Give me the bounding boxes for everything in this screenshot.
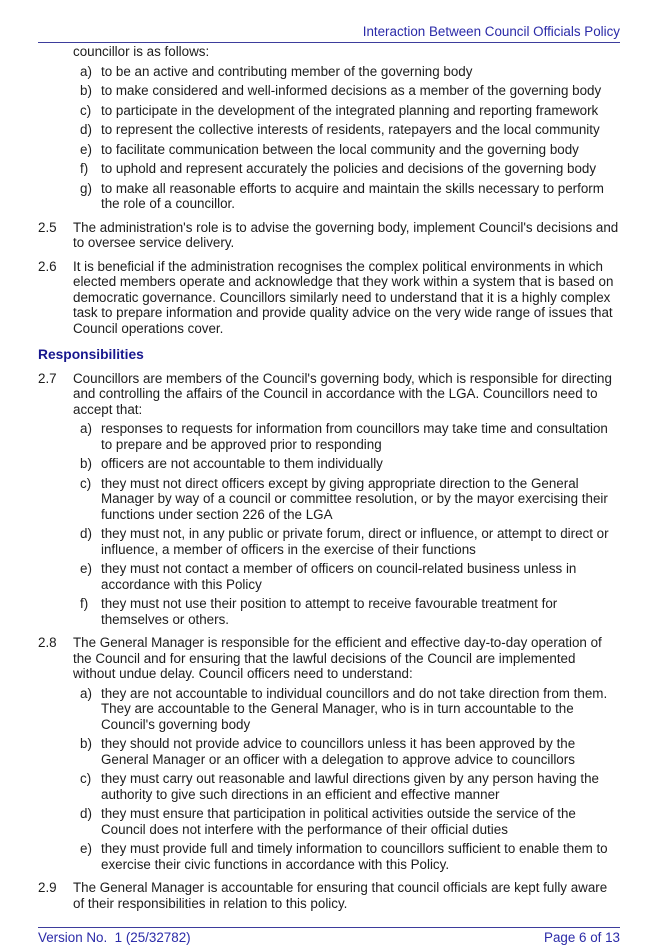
list-item [80, 103, 620, 119]
list-item-label: b) [80, 736, 92, 751]
list-item-label: c) [80, 771, 92, 786]
list-item [80, 771, 620, 802]
list-item-text: officers are not accountable to them individually [101, 456, 383, 471]
list-item-label: a) [80, 63, 92, 79]
clause-2-9 [38, 880, 620, 911]
list-item-text: they must not contact a member of officers on council-related business unless in accordance with this Policy [101, 561, 577, 592]
list-item [80, 456, 620, 472]
section-heading-responsibilities: Responsibilities [38, 347, 144, 362]
list-item-label: b) [80, 83, 92, 98]
list-item [80, 526, 620, 557]
clause-2-7 [38, 371, 620, 418]
list-item-label: b) [80, 456, 92, 471]
list-item-label: a) [80, 421, 92, 436]
list-item-text: they must ensure that participation in political activities outside the service of the Council does not interfere with the performance of their official duties [101, 806, 576, 837]
clause-text: The administration's role is to advise the governing body, implement Council's decisions and to oversee service delivery. [73, 219, 619, 250]
list-item [80, 476, 620, 523]
list-item-label: c) [80, 475, 92, 491]
clause-2-8 [38, 635, 620, 682]
list-item-label: d) [80, 122, 92, 137]
clause-text: It is beneficial if the administration recognises the complex political environments in which elected members operate and acknowledge that they work within a system that is based on democratic governance. Councillors similarly need to understand that it is a highly complex task to prepare information and provide quality advice on the very wide range of issues that Council operations cover. [73, 258, 614, 336]
list-item-label: c) [80, 102, 92, 118]
list-item-text: to facilitate communication between the local community and the governing body [101, 141, 579, 157]
list-item-text: to make all reasonable efforts to acquire and maintain the skills necessary to perform the role of a councillor. [101, 180, 604, 211]
clause-number: 2.8 [38, 635, 57, 650]
page-footer [38, 927, 620, 946]
page-header [38, 0, 620, 43]
clause-number: 2.9 [38, 880, 57, 895]
header-policy-title: Interaction Between Council Officials Policy [362, 24, 620, 39]
document-body [38, 43, 620, 911]
list-item-text: they must provide full and timely information to councillors sufficient to enable them to exercise their civic functions in accordance with this Policy. [101, 841, 608, 872]
list-item [80, 686, 620, 733]
list-item [80, 83, 620, 99]
list-item [80, 64, 620, 80]
list-item [80, 181, 620, 212]
clause-number: 2.7 [38, 370, 57, 386]
list-item-text: they must not, in any public or private forum, direct or influence, or attempt to direct or influence, a member of officers in the exercise of their functions [101, 526, 609, 557]
list-item-text: to represent the collective interests of residents, ratepayers and the local community [101, 122, 600, 137]
list-item-label: e) [80, 561, 92, 576]
list-item-text: to participate in the development of the integrated planning and reporting framework [101, 102, 599, 118]
clause-text: The General Manager is responsible for the efficient and effective day-to-day operation of the Council and for ensuring that the lawful decisions of the Council are implemented without undue delay. Council officers need to understand: [73, 635, 602, 681]
list-item [80, 161, 620, 177]
footer-version-number: Version No. 1 (25/32782) [38, 929, 191, 945]
list-item-text: to uphold and represent accurately the policies and decisions of the governing body [101, 161, 597, 176]
list-item-text: they must not use their position to attempt to receive favourable treatment for themselves or others. [101, 596, 558, 627]
clause-number: 2.6 [38, 258, 57, 274]
list-item [80, 736, 620, 767]
clause-text: Councillors are members of the Council's governing body, which is responsible for directing and controlling the affairs of the Council in accordance with the LGA. Councillors need to accept that: [73, 370, 612, 417]
list-item [80, 122, 620, 138]
list-item-label: d) [80, 526, 92, 541]
list-item-text: they must carry out reasonable and lawful directions given by any person having the authority to give such directions in an efficient and effective manner [101, 771, 599, 802]
list-item-label: a) [80, 685, 92, 701]
list-item-text: responses to requests for information from councillors may take time and consultation to prepare and be approved prior to responding [101, 421, 608, 452]
list-item-text: to make considered and well-informed decisions as a member of the governing body [101, 83, 602, 98]
list-item [80, 421, 620, 452]
list-item-text: they are not accountable to individual councillors and do not take direction from them. They are accountable to the General Manager, who is in turn accountable to the Council's governing body [101, 685, 608, 732]
list-item-label: d) [80, 806, 92, 821]
footer-page-number: Page 6 of 13 [544, 929, 620, 945]
clause-number: 2.5 [38, 219, 57, 235]
list-item-text: they must not direct officers except by giving appropriate direction to the General Manager by way of a council or committee resolution, or by the mayor exercising their functions under section 226 of the LGA [101, 475, 608, 522]
continuation-list [80, 64, 620, 212]
clause-2-5 [38, 220, 620, 251]
clause-2-6 [38, 259, 620, 337]
list-item-text: they should not provide advice to councillors unless it has been approved by the General Manager or an officer with a delegation to approve advice to councillors [101, 736, 576, 767]
list-item-label: e) [80, 841, 92, 856]
list-item-label: f) [80, 596, 89, 611]
list-item [80, 806, 620, 837]
list-item-label: e) [80, 141, 92, 157]
continuation-lead: councillor is as follows: [73, 44, 210, 59]
list-item [80, 561, 620, 592]
list-item-text: to be an active and contributing member of the governing body [101, 63, 473, 79]
list-item [80, 142, 620, 158]
clause-text: The General Manager is accountable for ensuring that council officials are kept fully aware of their responsibilities in relation to this policy. [73, 880, 608, 911]
list-item [80, 841, 620, 872]
list-item-label: f) [80, 161, 89, 176]
list-item [80, 596, 620, 627]
list-item-label: g) [80, 180, 92, 196]
clause-2-8-list [80, 686, 620, 873]
clause-2-7-list [80, 421, 620, 627]
